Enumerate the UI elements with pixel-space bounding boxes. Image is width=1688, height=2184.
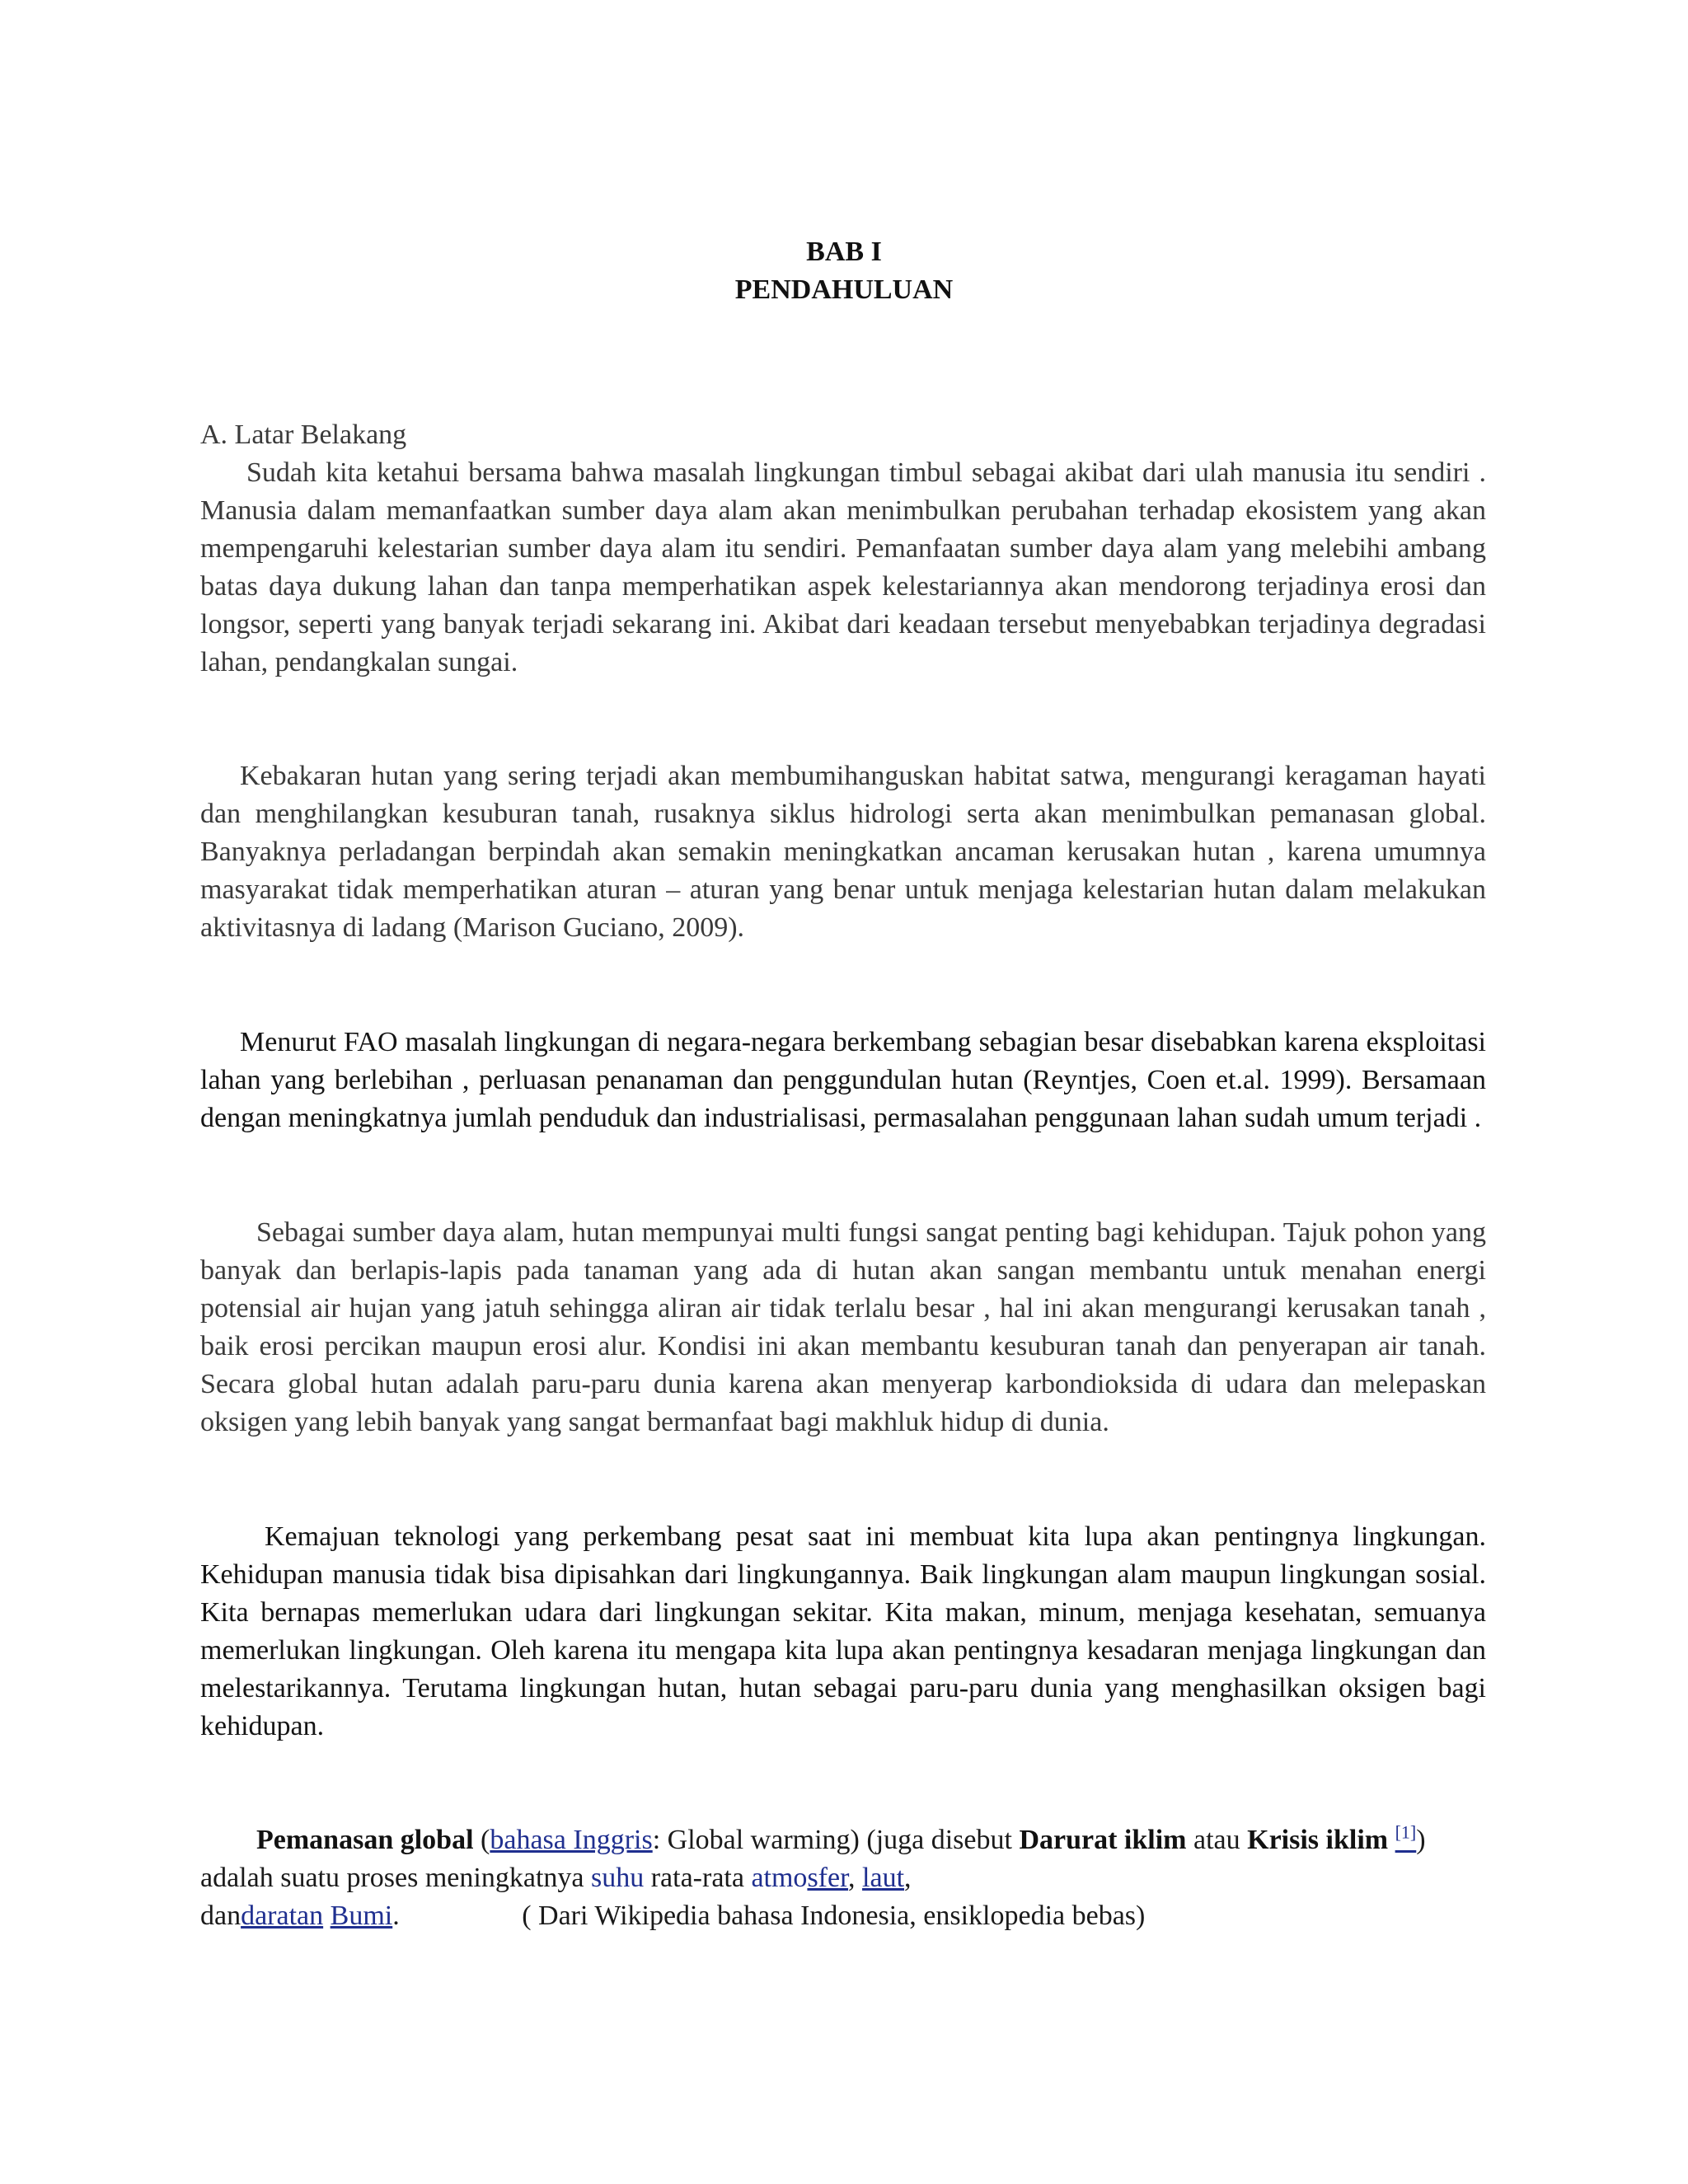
wiki-source: ( Dari Wikipedia bahasa Indonesia, ensiklopedia bebas) <box>522 1900 1146 1931</box>
paragraph-3 <box>200 1024 1486 1137</box>
link-bumi[interactable]: Bumi <box>330 1900 393 1931</box>
wiki-atau: atau <box>1186 1825 1248 1855</box>
paragraph-1-text: Sudah kita ketahui bersama bahwa masalah lingkungan timbul sebagai akibat dari ulah manusia itu sendiri . Manusia dalam memanfaatkan sumber daya alam akan menimbulkan perubahan terhadap ekosistem yang akan mempengaruhi kelestarian sumber daya alam itu sendiri. Pemanfaatan sumber daya alam yang melebihi ambang batas daya dukung lahan dan tanpa memperhatikan aspek kelestariannya akan mendorong terjadinya erosi dan longsor, seperti yang banyak terjadi sekarang ini. Akibat dari keadaan tersebut menyebabkan terjadinya degradasi lahan, pendangkalan sungai. <box>200 457 1486 677</box>
paragraph-5 <box>200 1518 1486 1746</box>
wiki-term: Pemanasan global <box>256 1825 474 1855</box>
link-atmosfer[interactable]: sfer <box>807 1863 849 1893</box>
reference-link[interactable] <box>1395 1821 1417 1855</box>
paragraph-5-text: Kemajuan teknologi yang perkembang pesat saat ini membuat kita lupa akan pentingnya lingkungan. Kehidupan manusia tidak bisa dipisahkan dari lingkungannya. Baik lingkungan alam maupun lingkungan sosial. Kita bernapas memerlukan udara dari lingkungan sekitar. Kita makan, minum, menjaga kesehatan, semuanya memerlukan lingkungan. Oleh karena itu mengapa kita lupa akan pentingnya kesadaran menjaga lingkungan dan melestarikannya. Terutama lingkungan hutan, hutan sebagai paru-paru dunia yang menghasilkan oksigen bagi kehidupan. <box>200 1521 1486 1741</box>
wiki-colon-text: : Global warming) (juga disebut <box>652 1825 1020 1855</box>
link-suhu[interactable]: suhu <box>590 1863 645 1893</box>
wikipedia-quote <box>200 1821 1486 1935</box>
link-daratan[interactable]: daratan <box>241 1900 324 1931</box>
paragraph-4 <box>200 1214 1486 1441</box>
paragraph-2 <box>200 757 1486 947</box>
paragraph-3-text: Menurut FAO masalah lingkungan di negara-negara berkembang sebagian besar disebabkan karena eksploitasi lahan yang berlebihan , perluasan penanaman dan penggundulan hutan (Reyntjes, Coen et.al. 1999). Bersamaan dengan meningkatnya jumlah penduduk dan industrialisasi, permasalahan penggunaan lahan sudah umum terjadi . <box>200 1027 1486 1133</box>
wiki-comma-1: , <box>848 1863 863 1893</box>
paragraph-2-text: Kebakaran hutan yang sering terjadi akan membumihanguskan habitat satwa, mengurangi keragaman hayati dan menghilangkan kesuburan tanah, rusaknya siklus hidrologi serta akan menimbulkan pemanasan global. Banyaknya perladangan berpindah akan semakin meningkatkan ancaman kerusakan hutan , karena umumnya masyarakat tidak memperhatikan aturan – aturan yang benar untuk menjaga kelestarian hutan dalam melakukan aktivitasnya di ladang (Marison Guciano, 2009). <box>200 761 1486 943</box>
link-laut[interactable]: laut <box>862 1863 905 1893</box>
wiki-after-ref: ) adalah suatu proses meningkatnya <box>200 1825 1426 1893</box>
paragraph-1 <box>200 454 1486 682</box>
wiki-alt-term-2: Krisis iklim <box>1247 1825 1389 1855</box>
chapter-number: BAB I <box>806 237 882 267</box>
paragraph-4-text: Sebagai sumber daya alam, hutan mempunyai multi fungsi sangat penting bagi kehidupan. Tajuk pohon yang banyak dan berlapis-lapis pada tanaman yang ada di hutan akan sangan membantu untuk menahan energi potensial air hujan yang jatuh sehingga aliran air tidak terlalu besar , hal ini akan mengurangi kerusakan tanah , baik erosi percikan maupun erosi alur. Kondisi ini akan membantu kesuburan tanah dan penyerapan air tanah. Secara global hutan adalah paru-paru dunia karena akan menyerap karbondioksida di udara dan melepaskan oksigen yang lebih banyak yang sangat bermanfaat bagi makhluk hidup di dunia. <box>200 1217 1486 1437</box>
wiki-period: . <box>392 1900 400 1931</box>
wiki-open-paren: ( <box>481 1825 490 1855</box>
section-title: A. Latar Belakang <box>200 419 407 450</box>
wiki-dan: dan <box>200 1900 241 1931</box>
link-atmosfer-prefix[interactable]: atmo <box>751 1863 808 1893</box>
wiki-alt-term-1: Darurat iklim <box>1019 1825 1187 1855</box>
link-bahasa-inggris[interactable]: bahasa Inggris <box>490 1825 653 1855</box>
wiki-comma-2: , <box>904 1863 912 1893</box>
reference-number: [1] <box>1395 1821 1417 1843</box>
chapter-title: PENDAHULUAN <box>734 274 954 305</box>
wiki-rata: rata-rata <box>644 1863 752 1893</box>
